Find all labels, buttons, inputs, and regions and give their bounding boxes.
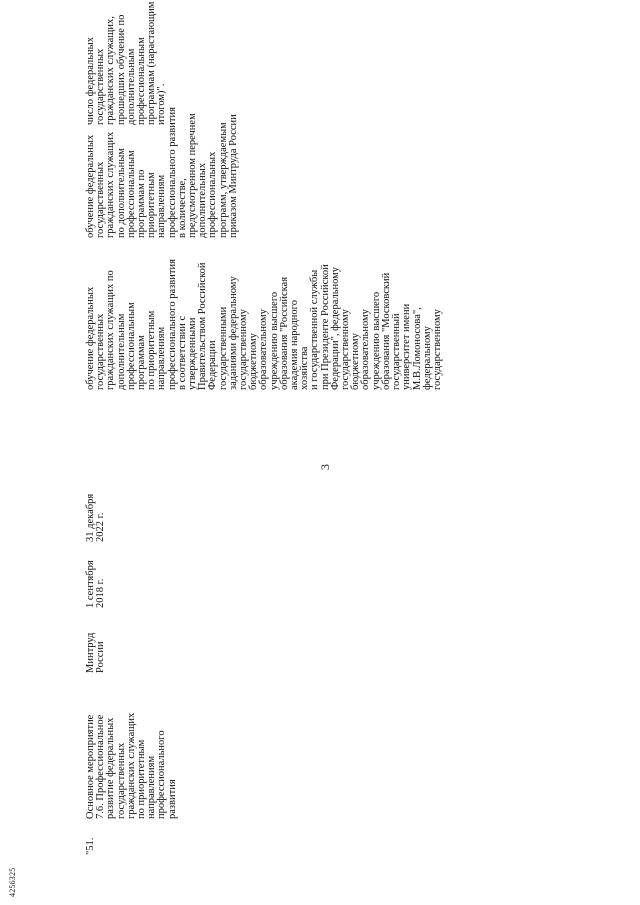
text-line: образовательному: [258, 309, 270, 390]
text-line: гражданских служащих,: [105, 16, 117, 125]
text-line: при Президенте Российской: [319, 264, 331, 390]
text-line: государственному: [238, 309, 250, 390]
text-line: гражданских служащих по: [105, 270, 117, 390]
text-line: государственный: [391, 313, 403, 390]
text-line: государственных: [95, 313, 107, 390]
text-line: университет имени: [401, 303, 413, 390]
text-line: государственных: [115, 742, 127, 819]
text-line: 31 декабря: [85, 493, 96, 542]
text-line: 2018 г.: [95, 578, 107, 608]
text-line: направлениям: [156, 174, 168, 238]
text-line: утвержденными: [187, 317, 199, 390]
text-line: Федерации: [207, 340, 219, 390]
text-line: дополнительным: [125, 48, 137, 125]
text-line: программам по: [136, 169, 148, 238]
executor-cell: [86, 633, 106, 673]
text-line: обучение федеральных: [85, 286, 96, 390]
text-line: профессионального развития: [166, 259, 178, 390]
text-line: Федерации", федеральному: [329, 266, 341, 390]
text-line: программ, утверждаемым: [217, 122, 229, 238]
text-line: государственных: [95, 161, 107, 238]
page-number: 3: [318, 464, 332, 470]
text-line: число федеральных: [85, 37, 96, 125]
text-line: государственными: [217, 306, 229, 390]
goal-cell: [86, 107, 239, 238]
text-line: в соответствии с: [176, 315, 188, 390]
text-line: предусмотренном перечнем: [187, 113, 199, 238]
text-line: хозяйства: [299, 346, 311, 390]
text-line: в количестве,: [176, 178, 188, 238]
text-line: учреждению высшего: [268, 291, 280, 390]
text-line: гражданских служащих: [105, 131, 117, 238]
text-line: профессионального: [156, 730, 168, 819]
result-cell: [86, 259, 443, 390]
text-line: дополнительных: [197, 162, 209, 238]
text-line: государственному: [340, 309, 352, 390]
text-line: бюджетному: [350, 333, 362, 390]
text-line: М.В.Ломоносова",: [411, 307, 423, 390]
indicator-cell: [86, 2, 168, 125]
text-line: приоритетным: [146, 172, 158, 238]
text-line: развитие федеральных: [105, 717, 117, 819]
text-line: государственному: [431, 309, 443, 390]
row-number: "51.: [85, 837, 96, 855]
text-line: 7.6. Профессиональное: [95, 714, 107, 819]
text-line: развития: [166, 779, 178, 819]
measure-cell: [86, 713, 178, 819]
text-line: профессиональным: [125, 302, 137, 390]
text-line: гражданских служащих: [125, 712, 137, 819]
text-line: итогом)".: [156, 83, 168, 125]
text-line: образовательному: [360, 309, 372, 390]
text-line: России: [95, 641, 107, 673]
text-line: образования "Московский: [380, 272, 392, 390]
text-line: обучение федеральных: [85, 134, 96, 238]
text-line: академия народного: [289, 300, 301, 390]
text-line: Правительством Российской: [197, 262, 209, 390]
text-line: профессиональным: [136, 37, 148, 125]
text-line: заданиями федеральному: [227, 276, 239, 390]
text-line: дополнительным: [115, 313, 127, 390]
document-id: 4256325: [8, 867, 17, 897]
text-line: направлениям: [156, 326, 168, 390]
text-line: 2022 г.: [95, 512, 107, 542]
text-line: учреждению высшего: [370, 291, 382, 390]
text-line: профессиональных: [207, 151, 219, 238]
start-date-cell: [86, 560, 106, 608]
text-line: приказом Минтруда России: [227, 114, 239, 238]
end-date-cell: [86, 494, 106, 542]
text-line: по дополнительным: [115, 148, 127, 238]
text-line: по приоритетным: [136, 739, 148, 819]
text-line: прошедших обучение по: [115, 14, 127, 125]
text-line: Минтруд: [85, 632, 96, 673]
text-line: программам: [136, 335, 148, 390]
text-line: профессионального развития: [166, 107, 178, 238]
text-line: федеральному: [421, 326, 433, 390]
text-line: государственных: [95, 48, 107, 125]
text-line: бюджетному: [248, 333, 260, 390]
text-line: образования "Российская: [278, 276, 290, 390]
text-line: направлениям: [146, 755, 158, 819]
text-line: профессиональным: [125, 150, 137, 238]
text-line: программам (нарастающим: [146, 1, 158, 125]
text-line: Основное мероприятие: [85, 714, 96, 819]
text-line: 1 сентября: [85, 560, 96, 608]
text-line: и государственной службы: [309, 269, 321, 390]
text-line: по приоритетным: [146, 310, 158, 390]
